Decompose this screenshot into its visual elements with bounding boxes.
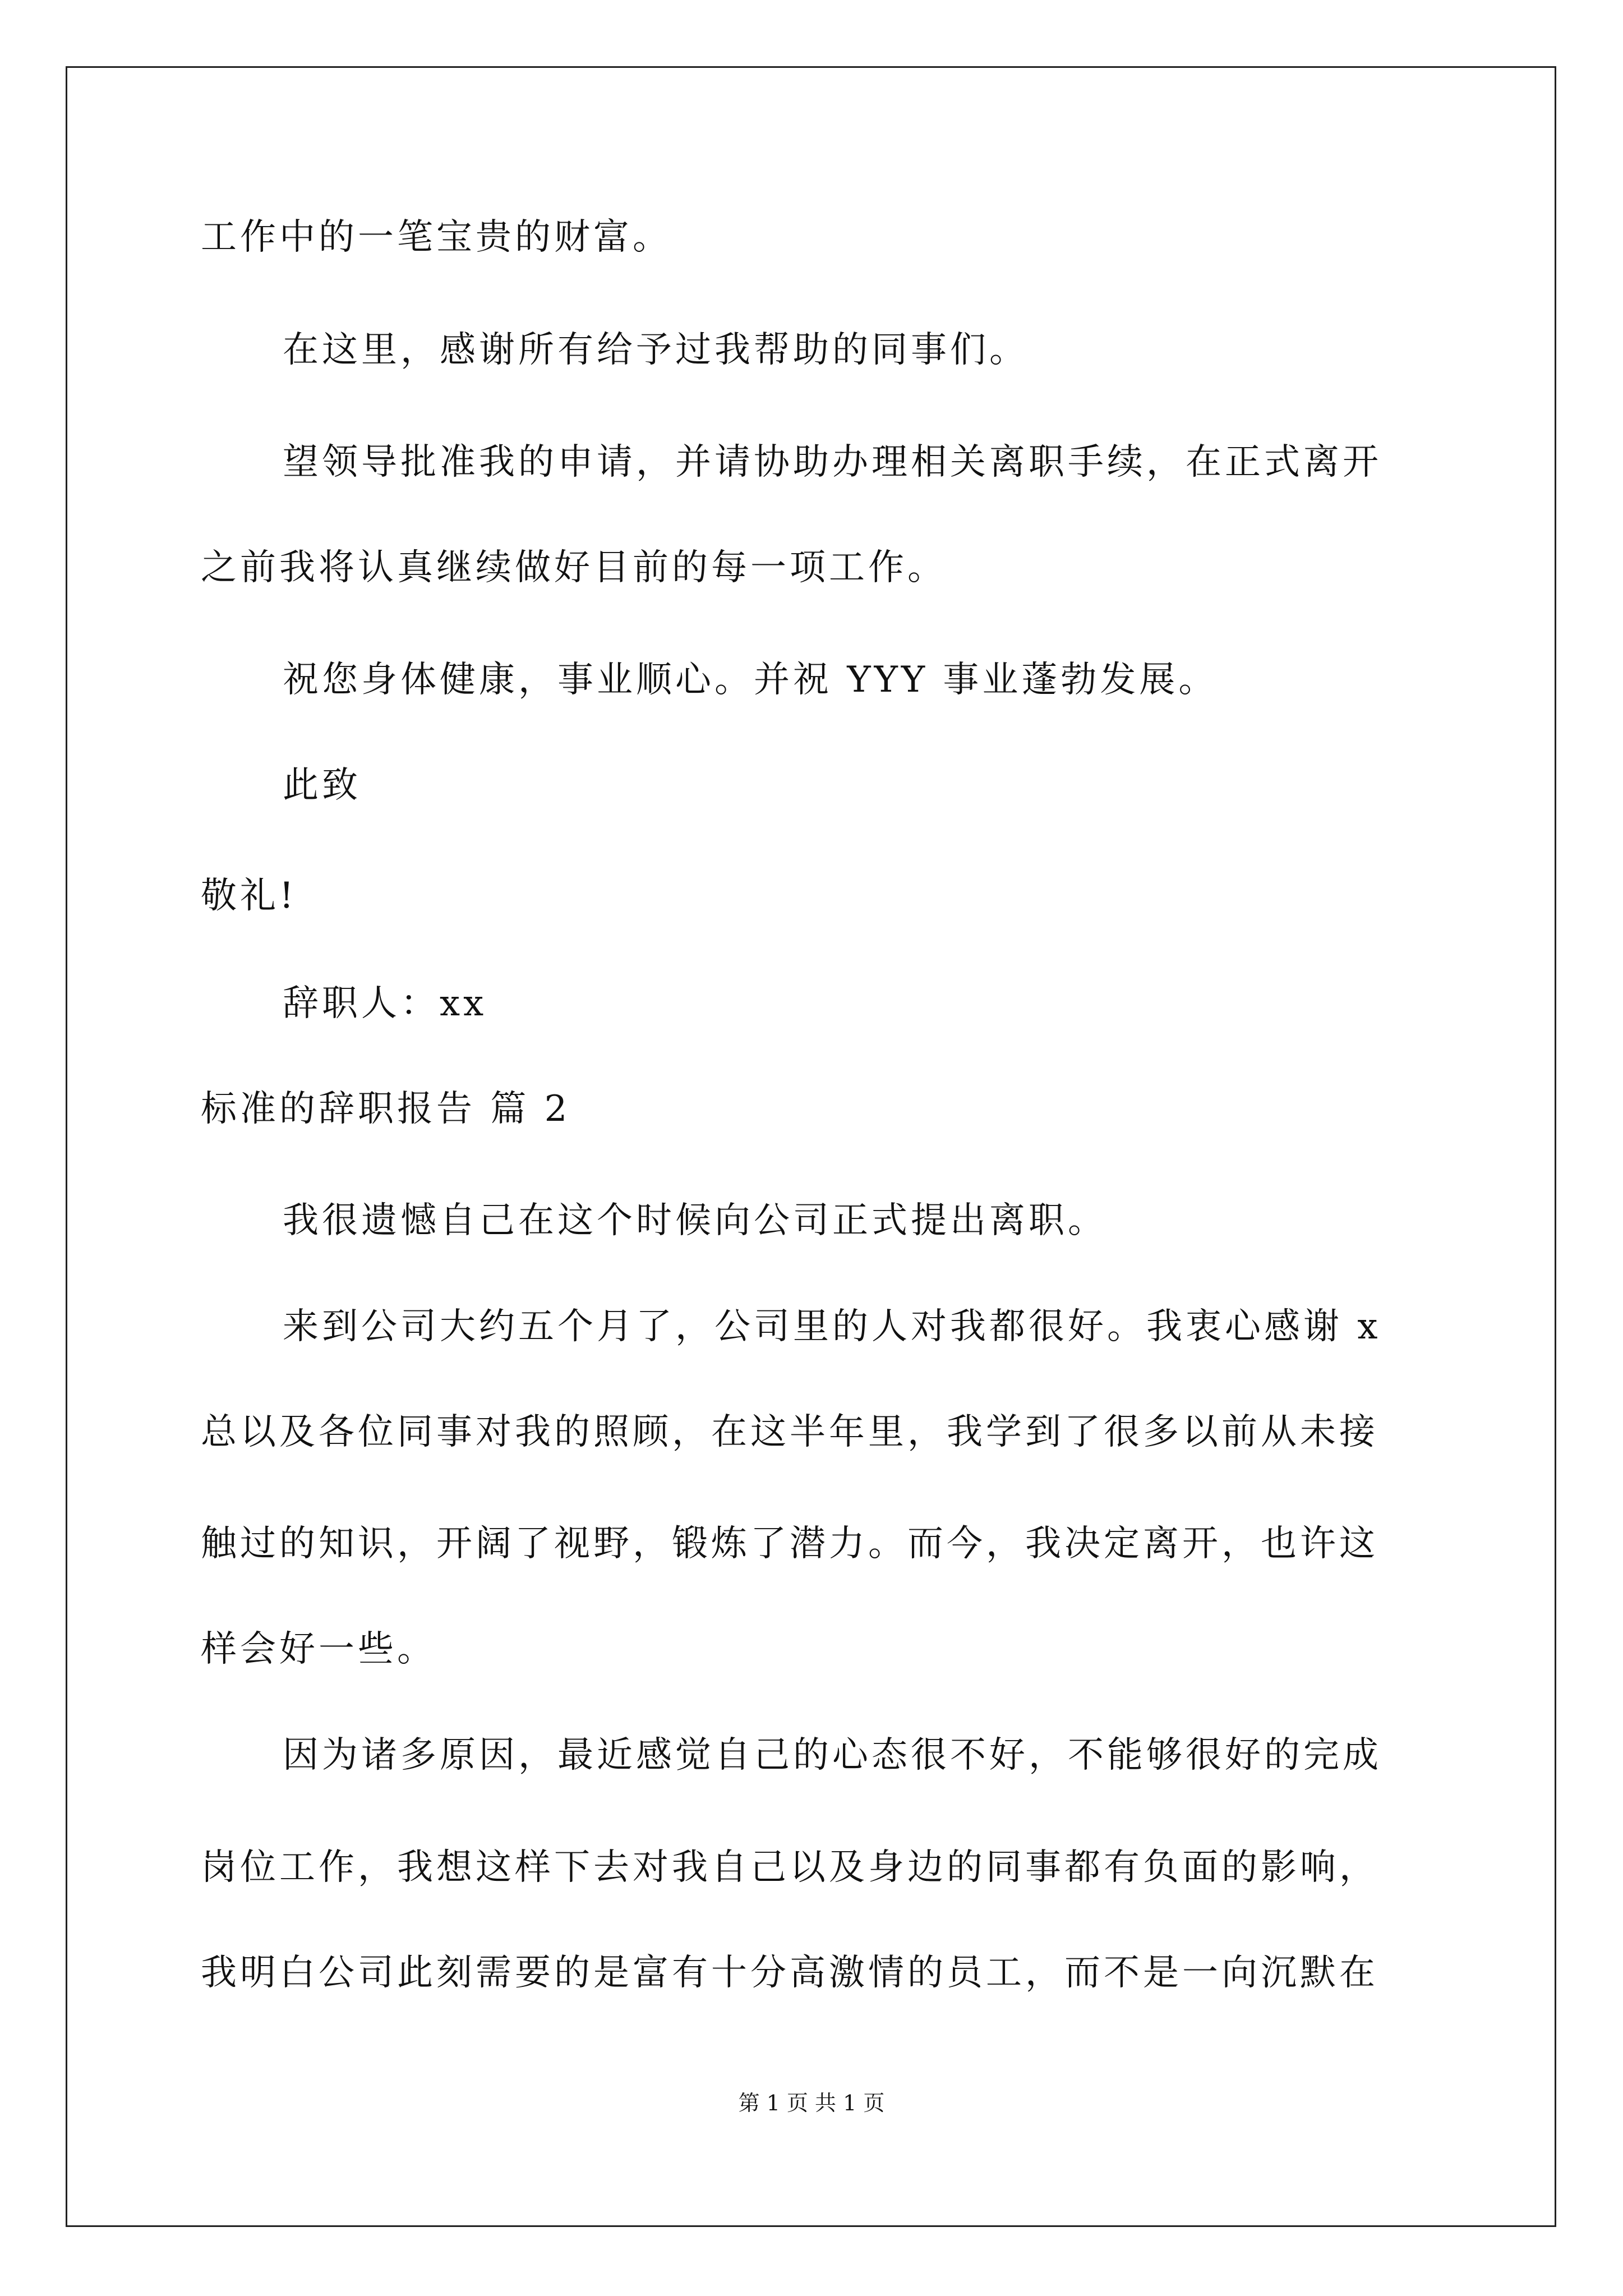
closing-line: 此致 xyxy=(283,765,361,806)
paragraph-line: 岗位工作，我想这样下去对我自己以及身边的同事都有负面的影响， xyxy=(201,1847,1378,1888)
signature-line: 辞职人：xx xyxy=(283,983,487,1024)
section-heading: 标准的辞职报告 篇 2 xyxy=(201,1088,571,1130)
paragraph-line: 在这里，感谢所有给予过我帮助的同事们。 xyxy=(283,329,1029,371)
paragraph-line: 因为诸多原因，最近感觉自己的心态很不好，不能够很好的完成 xyxy=(283,1734,1382,1776)
paragraph-line: 样会好一些。 xyxy=(201,1628,436,1670)
closing-line: 敬礼! xyxy=(201,875,297,917)
paragraph-line: 工作中的一笔宝贵的财富。 xyxy=(201,217,672,258)
paragraph-line: 来到公司大约五个月了，公司里的人对我都很好。我衷心感谢 x xyxy=(283,1306,1381,1347)
paragraph-line: 触过的知识，开阔了视野，锻炼了潜力。而今，我决定离开，也许这 xyxy=(201,1523,1378,1565)
paragraph-line: 之前我将认真继续做好目前的每一项工作。 xyxy=(201,547,947,588)
page-footer: 第 1 页 共 1 页 xyxy=(738,2091,885,2115)
page-border xyxy=(66,66,1556,2227)
paragraph-line: 我明白公司此刻需要的是富有十分高激情的员工，而不是一向沉默在 xyxy=(201,1952,1378,1994)
paragraph-line: 祝您身体健康，事业顺心。并祝 YYY 事业蓬勃发展。 xyxy=(283,659,1218,701)
paragraph-line: 望领导批准我的申请，并请协助办理相关离职手续，在正式离开 xyxy=(283,441,1382,483)
paragraph-line: 总以及各位同事对我的照顾，在这半年里，我学到了很多以前从未接 xyxy=(201,1411,1378,1453)
paragraph-line: 我很遗憾自己在这个时候向公司正式提出离职。 xyxy=(283,1200,1107,1241)
